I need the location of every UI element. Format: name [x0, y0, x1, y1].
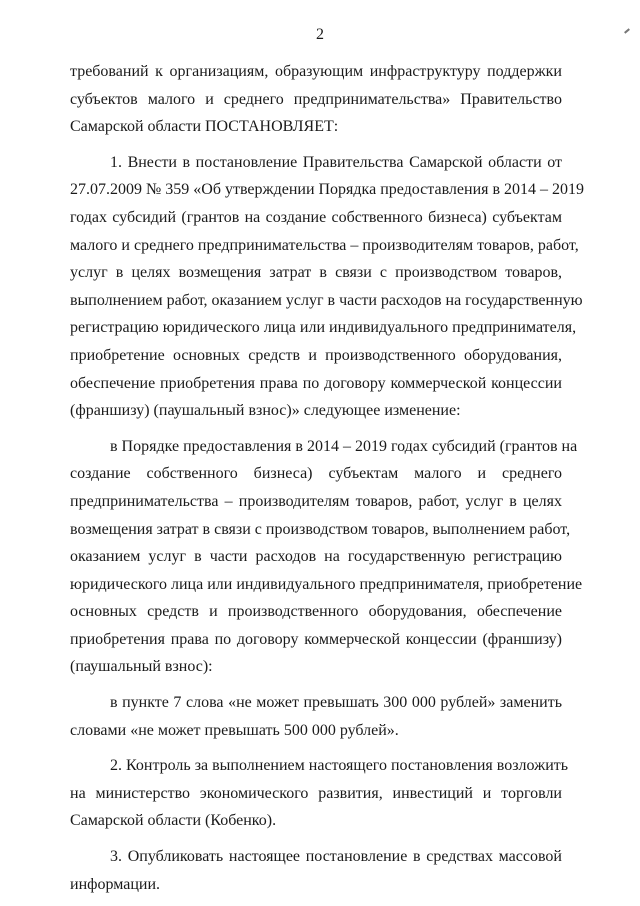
text-line: 1. Внести в постановление Правительства Самарской области от [110, 153, 562, 171]
text-line: в пункте 7 слова «не может превышать 300 000 рублей» заменить [110, 694, 562, 712]
text-line: (паушальный взнос): [70, 658, 213, 676]
text-line: предпринимательства – производителям товаров, работ, услуг в целях [70, 492, 562, 510]
text-line: приобретение основных средств и производственного оборудования, [70, 346, 562, 364]
text-line: возмещения затрат в связи с производством товаров, выполнением работ, [70, 520, 571, 538]
text-line: оказанием услуг в части расходов на государственную регистрацию [70, 548, 562, 566]
paragraph-amendment-scope [70, 433, 583, 681]
paragraph-preamble-end [70, 58, 562, 141]
text-line: Самарской области ПОСТАНОВЛЯЕТ: [70, 118, 339, 136]
text-line: Самарской области (Кобенко). [70, 812, 277, 830]
paragraph-item-2 [70, 752, 569, 835]
document-body [70, 58, 585, 906]
text-line: основных средств и производственного оборудования, обеспечение [70, 603, 562, 621]
paragraph-item-3 [70, 843, 562, 898]
text-line: юридического лица или индивидуального предпринимателя, приобретение [70, 575, 583, 593]
text-line: услуг в целях возмещения затрат в связи с производством товаров, [70, 264, 562, 282]
text-line: создание собственного бизнеса) субъектам малого и среднего [70, 465, 562, 483]
text-line: на министерство экономического развития, инвестиций и торговли [70, 784, 562, 802]
text-line: требований к организациям, образующим инфраструктуру поддержки [70, 63, 562, 80]
paragraph-amendment-text [70, 689, 562, 744]
text-line: субъектов малого и среднего предпринимательства» Правительство [70, 90, 562, 108]
text-line: 3. Опубликовать настоящее постановление в средствах массовой [110, 848, 562, 866]
text-line: регистрацию юридического лица или индивидуального предпринимателя, [70, 319, 577, 337]
text-line: годах субсидий (грантов на создание собственного бизнеса) субъектам [70, 208, 562, 226]
text-line: обеспечение приобретения права по договору коммерческой концессии [70, 374, 562, 392]
text-line: приобретения права по договору коммерческой концессии (франшизу) [70, 630, 562, 648]
text-line: 27.07.2009 № 359 «Об утверждении Порядка предоставления в 2014 – 2019 [70, 181, 585, 199]
paragraph-item-1 [70, 149, 585, 425]
text-line: малого и среднего предпринимательства – производителям товаров, работ, [70, 236, 579, 254]
text-line: в Порядке предоставления в 2014 – 2019 годах субсидий (грантов на [110, 437, 578, 455]
text-line: словами «не может превышать 500 000 рублей». [70, 721, 399, 739]
text-line: выполнением работ, оказанием услуг в части расходов на государственную [70, 291, 583, 309]
page-number: 2 [316, 26, 324, 43]
text-line: 2. Контроль за выполнением настоящего постановления возложить [110, 757, 569, 775]
text-line: информации. [70, 875, 161, 893]
text-line: (франшизу) (паушальный взнос)» следующее изменение: [70, 402, 461, 420]
